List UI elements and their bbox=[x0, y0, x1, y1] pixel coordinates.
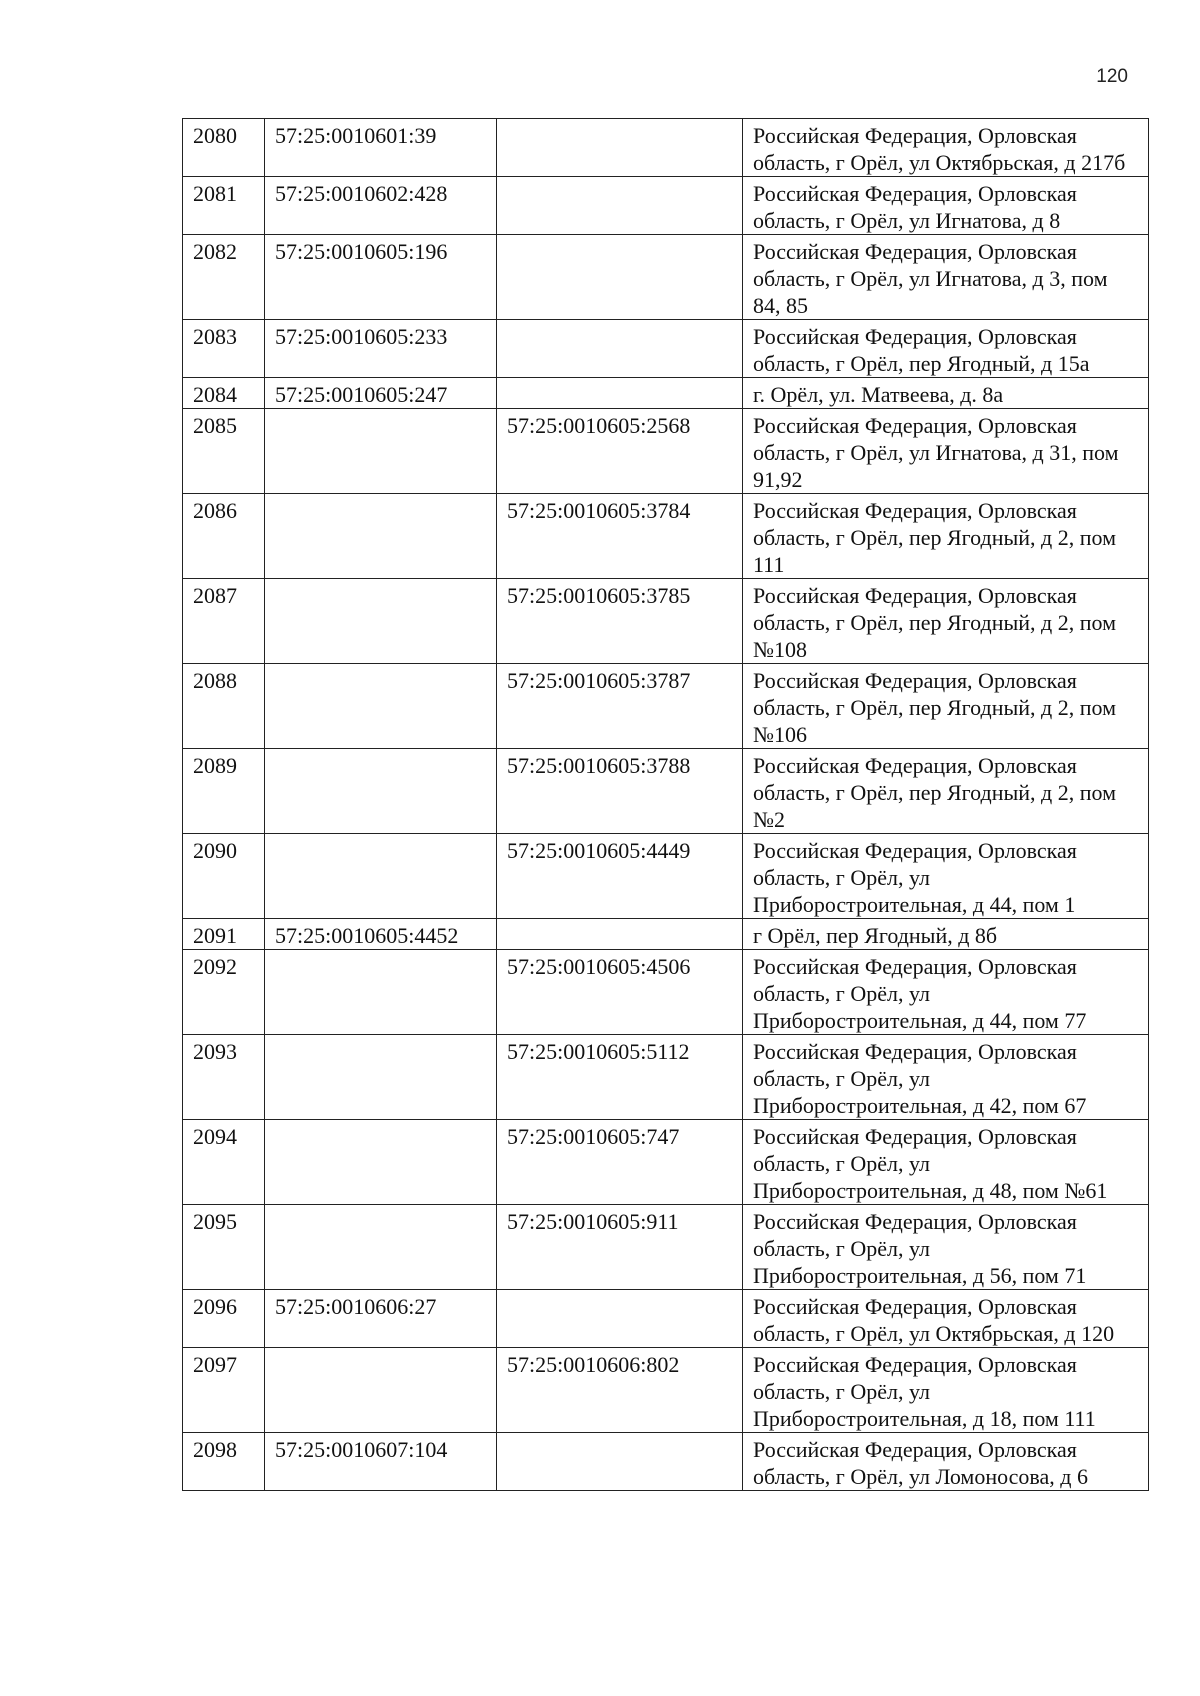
table-row bbox=[183, 494, 1149, 579]
row-number-cell: 2085 bbox=[183, 409, 265, 494]
object-cadastral-number-cell: 57:25:0010605:3788 bbox=[497, 749, 743, 834]
parcel-cadastral-number-cell bbox=[265, 1205, 497, 1290]
parcel-cadastral-number-cell: 57:25:0010605:233 bbox=[265, 320, 497, 378]
table-row bbox=[183, 1290, 1149, 1348]
address-cell: Российская Федерация, Орловская область, г Орёл, пер Ягодный, д 2, пом №106 bbox=[743, 664, 1149, 749]
row-number-cell: 2094 bbox=[183, 1120, 265, 1205]
address-cell: Российская Федерация, Орловская область, г Орёл, ул Октябрьская, д 217б bbox=[743, 119, 1149, 177]
address-cell: Российская Федерация, Орловская область, г Орёл, пер Ягодный, д 2, пом №108 bbox=[743, 579, 1149, 664]
parcel-cadastral-number-cell: 57:25:0010602:428 bbox=[265, 177, 497, 235]
parcel-cadastral-number-cell bbox=[265, 1120, 497, 1205]
object-cadastral-number-cell: 57:25:0010605:3787 bbox=[497, 664, 743, 749]
address-cell: Российская Федерация, Орловская область, г Орёл, ул Игнатова, д 3, пом 84, 85 bbox=[743, 235, 1149, 320]
table-row bbox=[183, 664, 1149, 749]
address-cell: г Орёл, пер Ягодный, д 8б bbox=[743, 919, 1149, 950]
row-number-cell: 2095 bbox=[183, 1205, 265, 1290]
row-number-cell: 2081 bbox=[183, 177, 265, 235]
object-cadastral-number-cell: 57:25:0010605:4449 bbox=[497, 834, 743, 919]
parcel-cadastral-number-cell bbox=[265, 749, 497, 834]
table-row bbox=[183, 950, 1149, 1035]
address-cell: Российская Федерация, Орловская область, г Орёл, ул Ломоносова, д 6 bbox=[743, 1433, 1149, 1491]
parcel-cadastral-number-cell: 57:25:0010605:196 bbox=[265, 235, 497, 320]
object-cadastral-number-cell: 57:25:0010605:911 bbox=[497, 1205, 743, 1290]
row-number-cell: 2091 bbox=[183, 919, 265, 950]
address-cell: Российская Федерация, Орловская область, г Орёл, ул Приборостроительная, д 48, пом №61 bbox=[743, 1120, 1149, 1205]
row-number-cell: 2097 bbox=[183, 1348, 265, 1433]
address-cell: Российская Федерация, Орловская область, г Орёл, ул Игнатова, д 31, пом 91,92 bbox=[743, 409, 1149, 494]
table-row bbox=[183, 320, 1149, 378]
row-number-cell: 2084 bbox=[183, 378, 265, 409]
row-number-cell: 2083 bbox=[183, 320, 265, 378]
object-cadastral-number-cell bbox=[497, 919, 743, 950]
object-cadastral-number-cell: 57:25:0010605:5112 bbox=[497, 1035, 743, 1120]
parcel-cadastral-number-cell bbox=[265, 579, 497, 664]
registry-table bbox=[182, 118, 1149, 1491]
table-row bbox=[183, 1035, 1149, 1120]
address-cell: Российская Федерация, Орловская область, г Орёл, ул Игнатова, д 8 bbox=[743, 177, 1149, 235]
address-cell: Российская Федерация, Орловская область, г Орёл, пер Ягодный, д 2, пом 111 bbox=[743, 494, 1149, 579]
row-number-cell: 2080 bbox=[183, 119, 265, 177]
page-number: 120 bbox=[1096, 66, 1128, 87]
parcel-cadastral-number-cell bbox=[265, 409, 497, 494]
registry-table-body bbox=[183, 119, 1149, 1491]
table-row bbox=[183, 235, 1149, 320]
parcel-cadastral-number-cell: 57:25:0010607:104 bbox=[265, 1433, 497, 1491]
table-row bbox=[183, 1433, 1149, 1491]
row-number-cell: 2090 bbox=[183, 834, 265, 919]
parcel-cadastral-number-cell: 57:25:0010606:27 bbox=[265, 1290, 497, 1348]
parcel-cadastral-number-cell bbox=[265, 834, 497, 919]
parcel-cadastral-number-cell: 57:25:0010605:247 bbox=[265, 378, 497, 409]
parcel-cadastral-number-cell: 57:25:0010601:39 bbox=[265, 119, 497, 177]
row-number-cell: 2086 bbox=[183, 494, 265, 579]
row-number-cell: 2096 bbox=[183, 1290, 265, 1348]
table-row bbox=[183, 834, 1149, 919]
object-cadastral-number-cell: 57:25:0010605:2568 bbox=[497, 409, 743, 494]
address-cell: Российская Федерация, Орловская область, г Орёл, ул Октябрьская, д 120 bbox=[743, 1290, 1149, 1348]
address-cell: Российская Федерация, Орловская область, г Орёл, ул Приборостроительная, д 42, пом 67 bbox=[743, 1035, 1149, 1120]
object-cadastral-number-cell: 57:25:0010605:3785 bbox=[497, 579, 743, 664]
object-cadastral-number-cell: 57:25:0010605:4506 bbox=[497, 950, 743, 1035]
object-cadastral-number-cell bbox=[497, 1433, 743, 1491]
object-cadastral-number-cell: 57:25:0010605:747 bbox=[497, 1120, 743, 1205]
table-row bbox=[183, 1348, 1149, 1433]
table-row bbox=[183, 919, 1149, 950]
row-number-cell: 2098 bbox=[183, 1433, 265, 1491]
address-cell: Российская Федерация, Орловская область, г Орёл, ул Приборостроительная, д 18, пом 111 bbox=[743, 1348, 1149, 1433]
address-cell: Российская Федерация, Орловская область, г Орёл, пер Ягодный, д 2, пом №2 bbox=[743, 749, 1149, 834]
object-cadastral-number-cell bbox=[497, 1290, 743, 1348]
row-number-cell: 2088 bbox=[183, 664, 265, 749]
parcel-cadastral-number-cell bbox=[265, 494, 497, 579]
parcel-cadastral-number-cell bbox=[265, 950, 497, 1035]
parcel-cadastral-number-cell bbox=[265, 1035, 497, 1120]
table-row bbox=[183, 579, 1149, 664]
object-cadastral-number-cell: 57:25:0010605:3784 bbox=[497, 494, 743, 579]
row-number-cell: 2092 bbox=[183, 950, 265, 1035]
object-cadastral-number-cell bbox=[497, 177, 743, 235]
address-cell: г. Орёл, ул. Матвеева, д. 8а bbox=[743, 378, 1149, 409]
object-cadastral-number-cell bbox=[497, 378, 743, 409]
table-row bbox=[183, 1120, 1149, 1205]
row-number-cell: 2087 bbox=[183, 579, 265, 664]
object-cadastral-number-cell: 57:25:0010606:802 bbox=[497, 1348, 743, 1433]
object-cadastral-number-cell bbox=[497, 119, 743, 177]
parcel-cadastral-number-cell: 57:25:0010605:4452 bbox=[265, 919, 497, 950]
table-row bbox=[183, 177, 1149, 235]
address-cell: Российская Федерация, Орловская область, г Орёл, ул Приборостроительная, д 44, пом 1 bbox=[743, 834, 1149, 919]
table-row bbox=[183, 1205, 1149, 1290]
row-number-cell: 2089 bbox=[183, 749, 265, 834]
table-row bbox=[183, 749, 1149, 834]
table-row bbox=[183, 409, 1149, 494]
table-row bbox=[183, 378, 1149, 409]
parcel-cadastral-number-cell bbox=[265, 1348, 497, 1433]
address-cell: Российская Федерация, Орловская область, г Орёл, ул Приборостроительная, д 56, пом 71 bbox=[743, 1205, 1149, 1290]
address-cell: Российская Федерация, Орловская область, г Орёл, пер Ягодный, д 15а bbox=[743, 320, 1149, 378]
object-cadastral-number-cell bbox=[497, 320, 743, 378]
table-row bbox=[183, 119, 1149, 177]
row-number-cell: 2093 bbox=[183, 1035, 265, 1120]
row-number-cell: 2082 bbox=[183, 235, 265, 320]
parcel-cadastral-number-cell bbox=[265, 664, 497, 749]
object-cadastral-number-cell bbox=[497, 235, 743, 320]
address-cell: Российская Федерация, Орловская область, г Орёл, ул Приборостроительная, д 44, пом 77 bbox=[743, 950, 1149, 1035]
